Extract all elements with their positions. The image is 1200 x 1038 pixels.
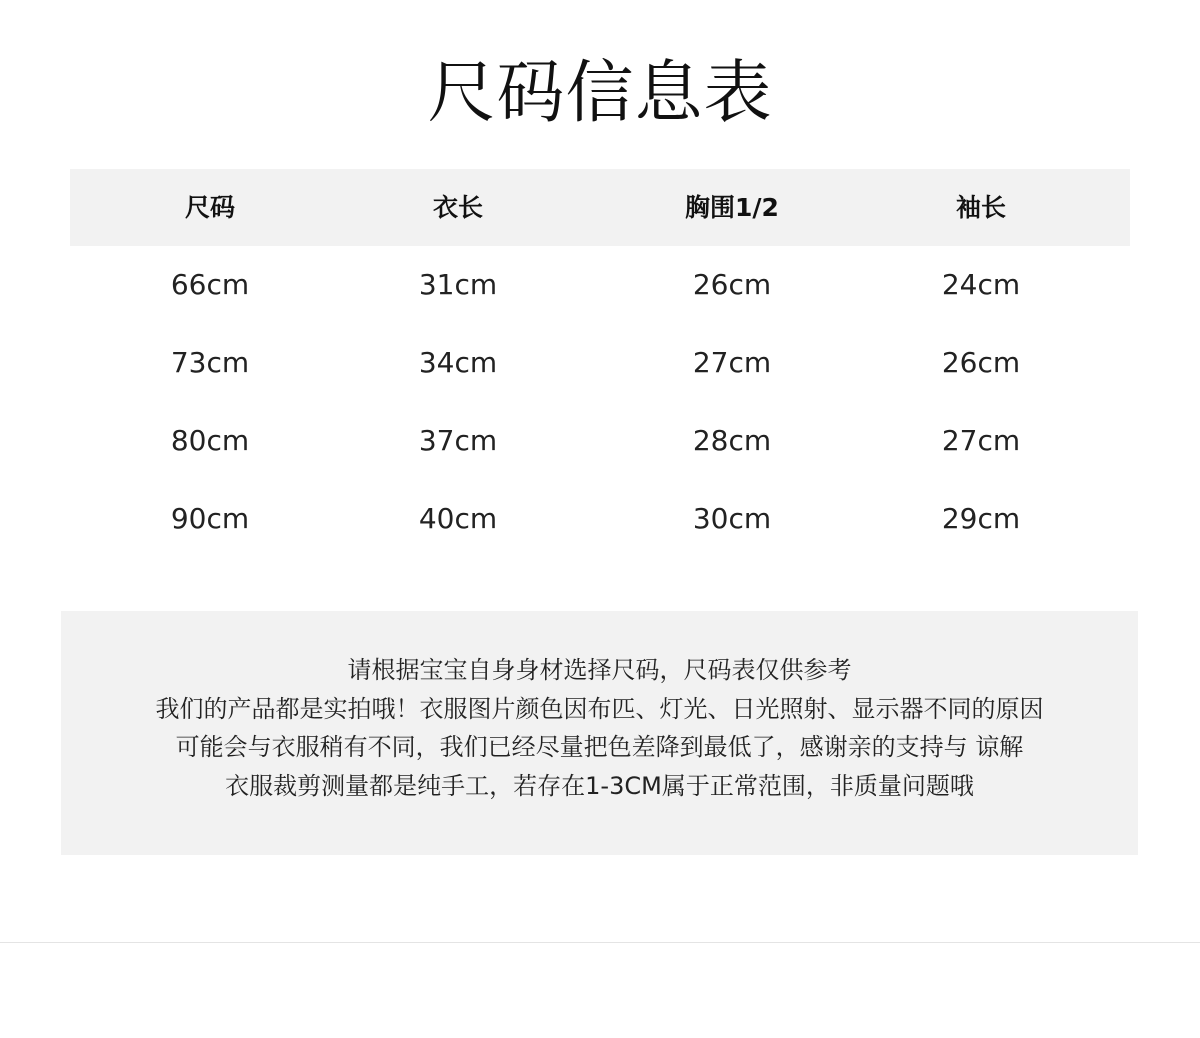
table-cell: 26cm (692, 268, 772, 301)
header-cell-half-chest: 胸围1/2 (685, 193, 779, 222)
table-cell: 37cm (418, 424, 498, 457)
header-cell-size: 尺码 (184, 193, 235, 222)
notice-line: 衣服裁剪测量都是纯手工，若存在1-3CM属于正常范围，非质量问题哦 (225, 771, 974, 800)
bottom-divider (0, 942, 1200, 943)
table-cell: 29cm (941, 502, 1021, 535)
table-row (70, 402, 1130, 480)
table-cell: 90cm (170, 502, 250, 535)
table-cell: 31cm (418, 268, 498, 301)
table-cell: 27cm (941, 424, 1021, 457)
table-cell: 73cm (170, 346, 250, 379)
table-cell: 30cm (692, 502, 772, 535)
notice-line: 可能会与衣服稍有不同，我们已经尽量把色差降到最低了，感谢亲的支持与 谅解 (175, 733, 1024, 761)
table-cell: 80cm (170, 424, 250, 457)
header-cell-sleeve: 袖长 (955, 193, 1006, 222)
table-cell: 34cm (418, 346, 498, 379)
table-row (70, 480, 1130, 558)
table-cell: 27cm (692, 346, 772, 379)
notice-line: 请根据宝宝自身身材选择尺码，尺码表仅供参考 (347, 656, 852, 684)
table-cell: 40cm (418, 502, 498, 535)
notice-text (61, 651, 1138, 805)
page-title: 尺码信息表 (427, 54, 773, 133)
size-table (70, 169, 1130, 558)
table-cell: 24cm (941, 268, 1021, 301)
table-cell: 28cm (692, 424, 772, 457)
notice-box (61, 611, 1138, 855)
header-cell-length: 衣长 (432, 193, 483, 222)
table-header-row (70, 169, 1130, 246)
table-cell: 26cm (941, 346, 1021, 379)
table-cell: 66cm (170, 268, 250, 301)
table-row (70, 324, 1130, 402)
table-row (70, 246, 1130, 324)
notice-line: 我们的产品都是实拍哦！衣服图片颜色因布匹、灯光、日光照射、显示器不同的原因 (155, 694, 1044, 723)
